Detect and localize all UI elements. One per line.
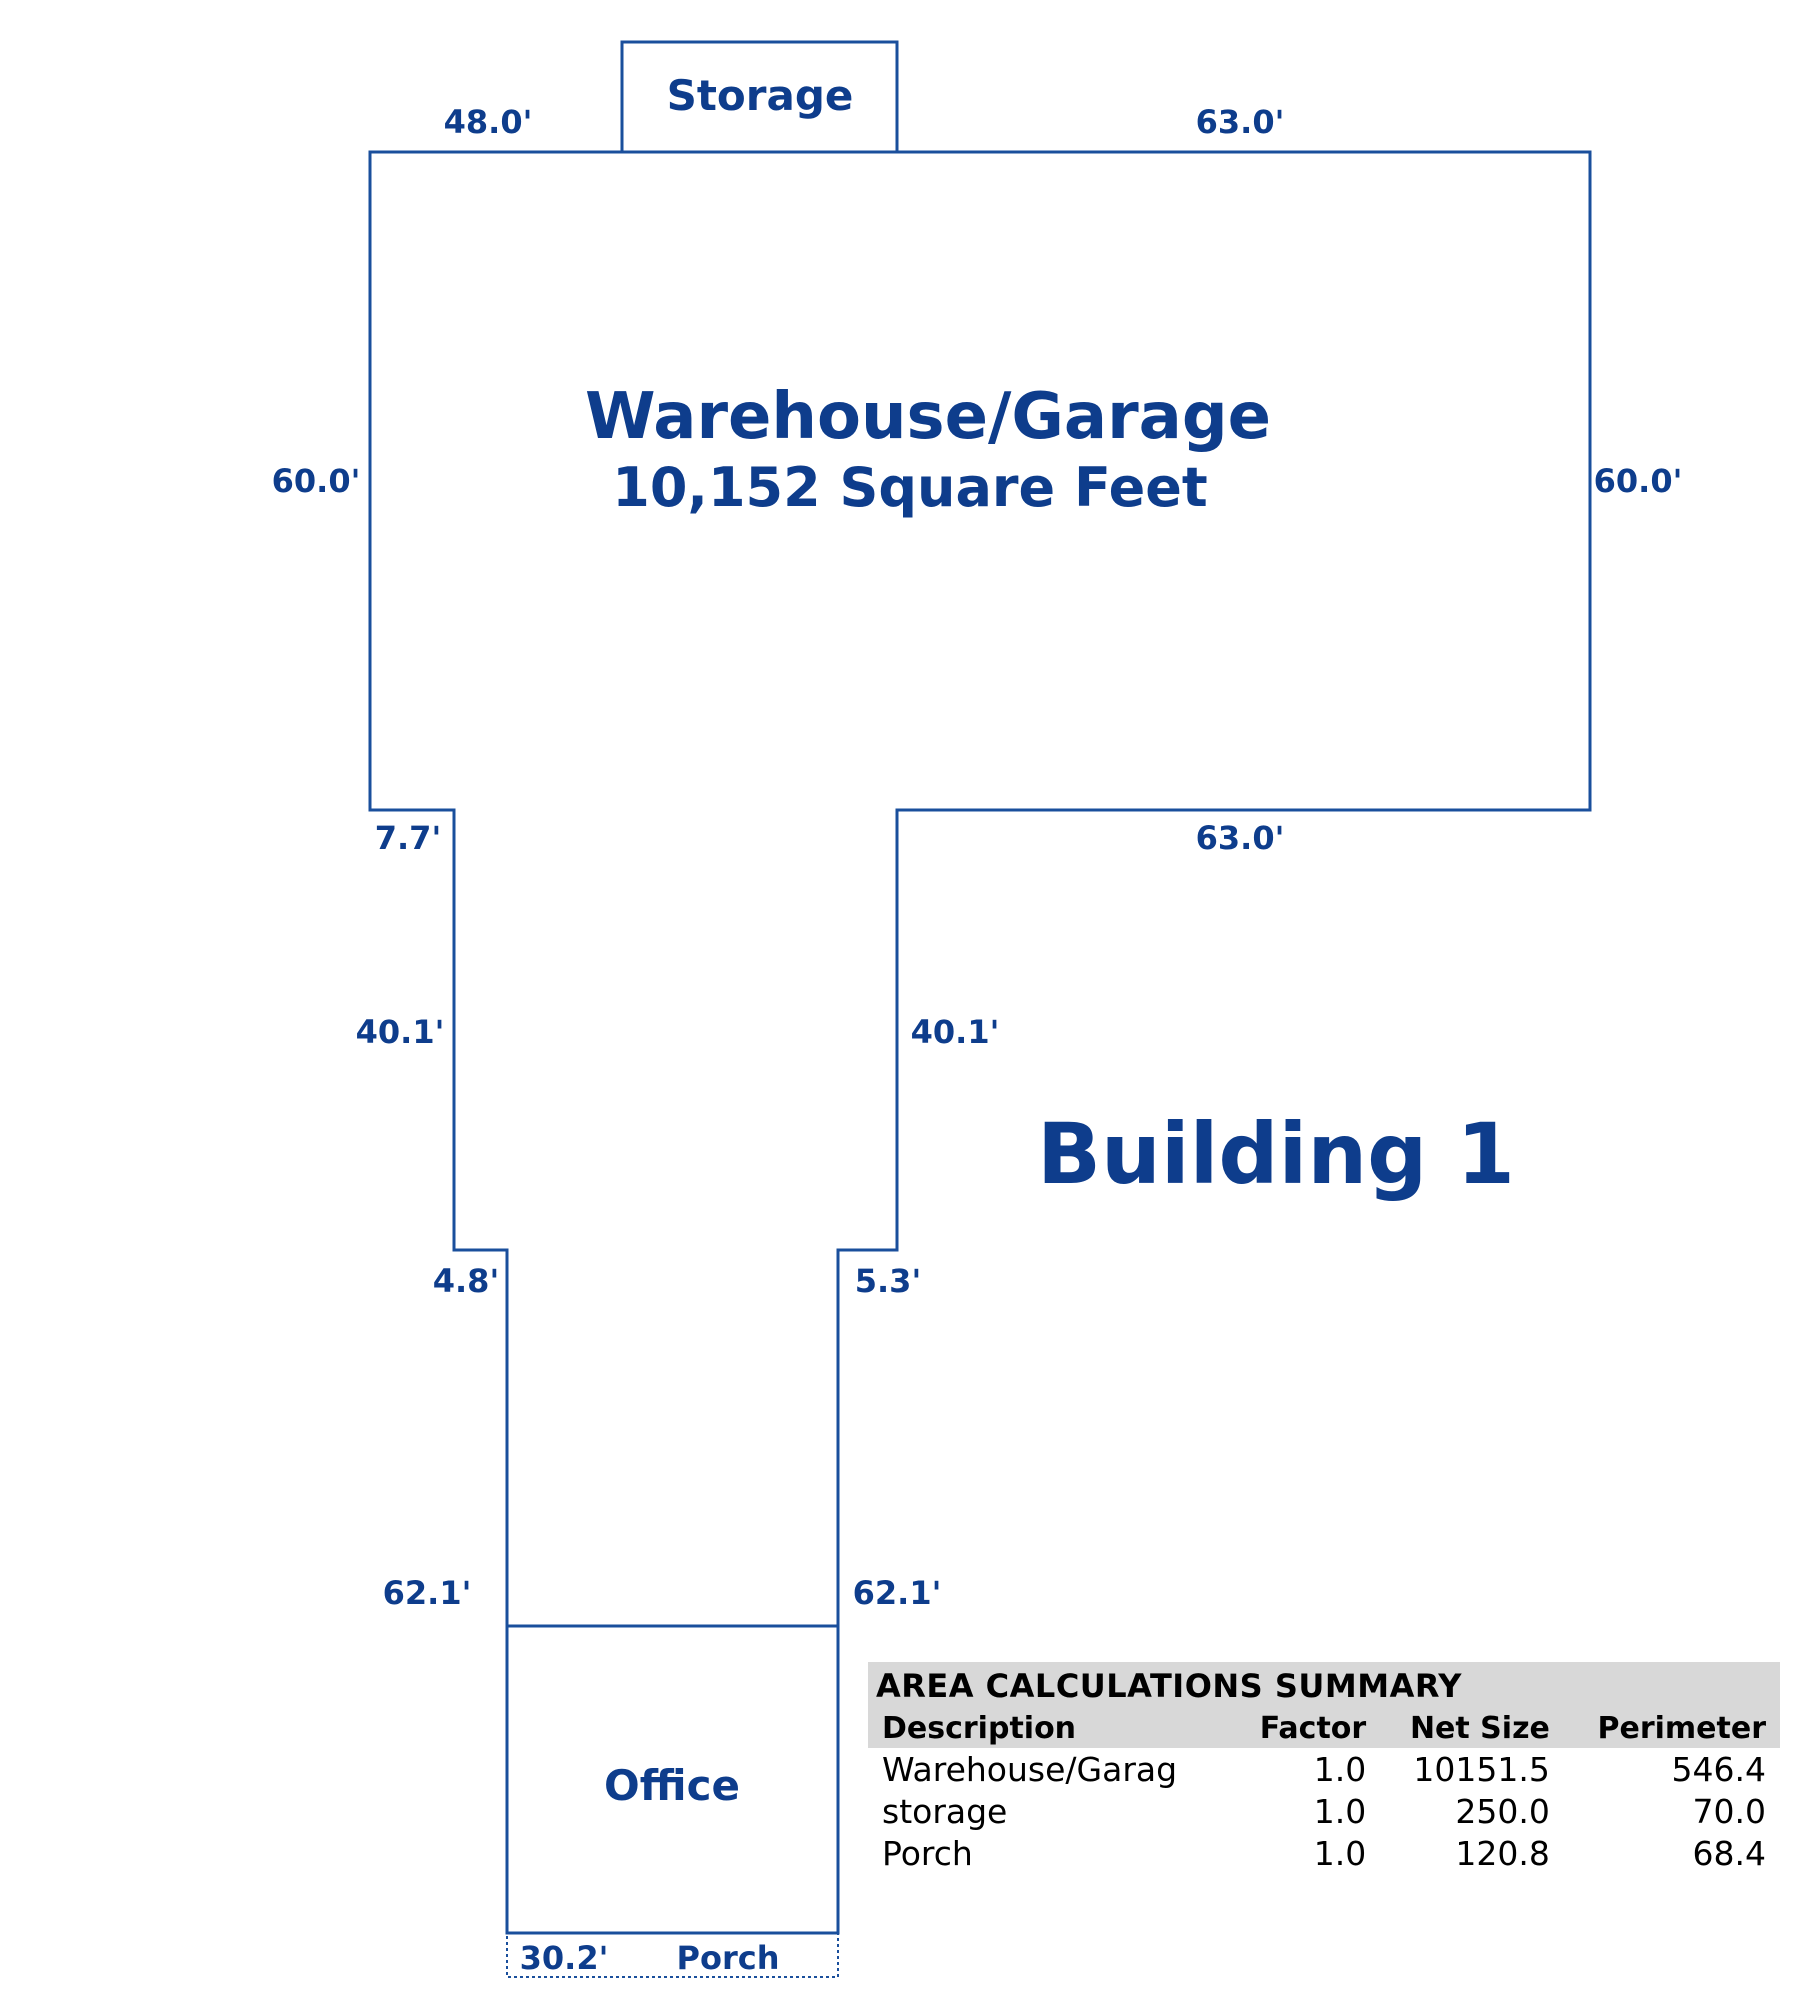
summary-header-row [868, 1708, 1780, 1748]
summary-table [868, 1708, 1780, 1874]
cell-factor: 1.0 [1313, 1791, 1367, 1831]
cell-perimeter: 68.4 [1692, 1833, 1766, 1873]
dim-porch-width: 30.2' [519, 1939, 609, 1977]
table-row [868, 1790, 1780, 1832]
dim-right-side: 60.0' [1593, 462, 1683, 500]
cell-net-size: 250.0 [1455, 1791, 1550, 1831]
dim-right-notch: 5.3' [854, 1262, 922, 1300]
area-summary [868, 1662, 1780, 1874]
dim-left-mid: 40.1' [355, 1013, 445, 1051]
cell-net-size: 10151.5 [1413, 1749, 1550, 1789]
dim-right-mid: 40.1' [910, 1013, 1000, 1051]
cell-perimeter: 546.4 [1671, 1749, 1766, 1789]
dim-right-step: 63.0' [1195, 819, 1285, 857]
storage-label: Storage [666, 71, 854, 120]
table-row [868, 1748, 1780, 1790]
cell-description: Porch [882, 1833, 973, 1873]
cell-description: storage [882, 1791, 1008, 1831]
summary-title: AREA CALCULATIONS SUMMARY [868, 1662, 1780, 1708]
cell-net-size: 120.8 [1455, 1833, 1550, 1873]
building-label: Building 1 [1037, 1105, 1515, 1203]
dim-top-left: 48.0' [443, 103, 533, 141]
dim-left-notch: 4.8' [432, 1262, 500, 1300]
col-factor: Factor [1234, 1708, 1380, 1748]
table-row [868, 1832, 1780, 1874]
col-net-size: Net Size [1380, 1708, 1564, 1748]
porch-label: Porch [676, 1939, 780, 1977]
warehouse-title: Warehouse/Garage [584, 380, 1272, 454]
dim-left-lower: 62.1' [382, 1574, 472, 1612]
dim-left-step: 7.7' [374, 819, 442, 857]
cell-description: Warehouse/Garag [882, 1749, 1178, 1789]
col-perimeter: Perimeter [1564, 1708, 1780, 1748]
warehouse-area: 10,152 Square Feet [612, 456, 1208, 519]
cell-factor: 1.0 [1313, 1833, 1367, 1873]
office-label: Office [604, 1761, 740, 1810]
cell-factor: 1.0 [1313, 1749, 1367, 1789]
dim-top-right: 63.0' [1195, 103, 1285, 141]
dim-left-side: 60.0' [271, 462, 361, 500]
cell-perimeter: 70.0 [1692, 1791, 1766, 1831]
dim-right-lower: 62.1' [852, 1574, 942, 1612]
col-description: Description [868, 1708, 1234, 1748]
